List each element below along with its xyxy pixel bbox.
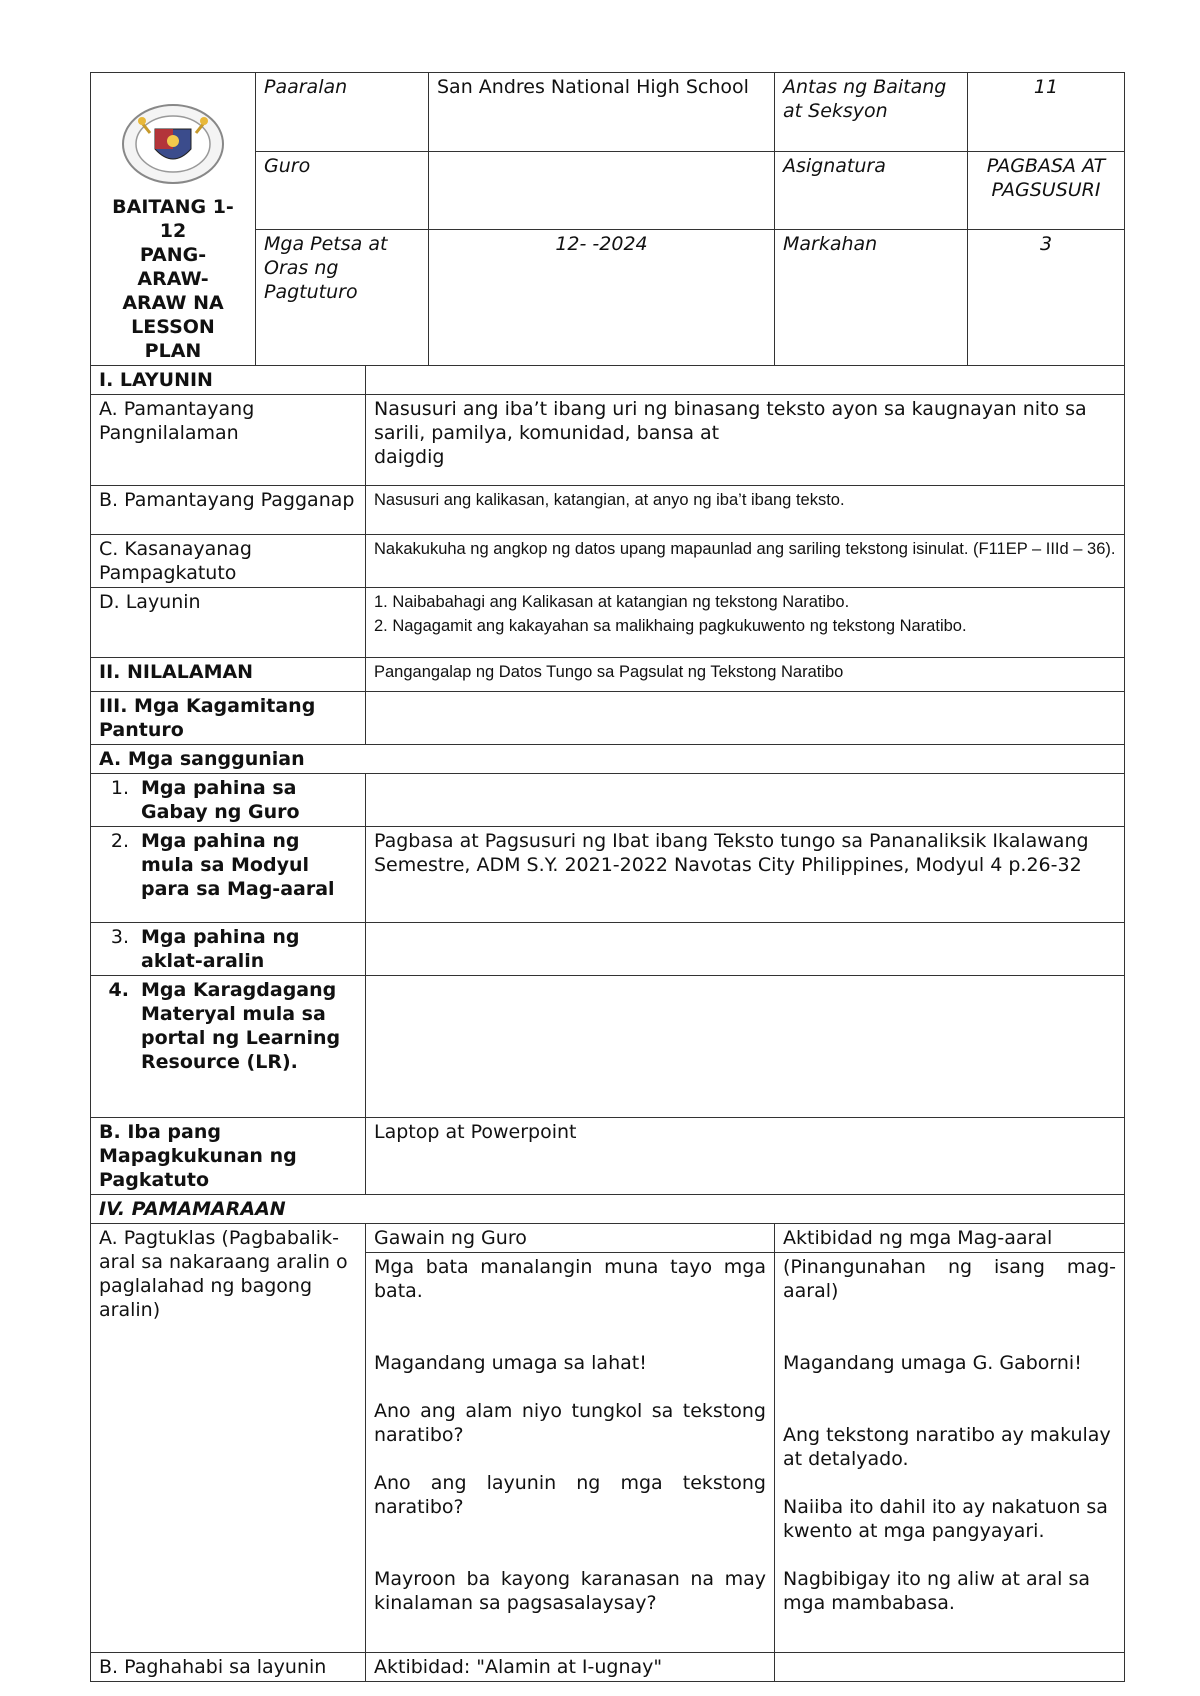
- pamantayang-pangnilalaman-value: Nasusuri ang iba’t ibang uri ng binasang teksto ayon sa kaugnayan nito sa sarili, pamilya, komunidad, bansa at daigdig: [366, 394, 1125, 485]
- header-table: [90, 72, 1125, 366]
- markahan-value: 3: [968, 230, 1125, 366]
- kagamitan-label: III. Mga Kagamitang Panturo: [91, 691, 366, 744]
- aktibidad-magaaral-cell: [775, 1252, 1125, 1652]
- magaaral-line: Nagbibigay ito ng aliw at aral sa mga mambabasa.: [783, 1567, 1090, 1614]
- nilalaman-value: Pangangalap ng Datos Tungo sa Pagsulat ng Tekstong Naratibo: [366, 657, 1125, 691]
- layunin-d-value: [366, 587, 1125, 657]
- antas-value: 11: [968, 73, 1125, 152]
- pamantayang-pagganap-value: Nasusuri ang kalikasan, katangian, at anyo ng iba’t ibang teksto.: [366, 485, 1125, 534]
- body-table: [90, 365, 1125, 1682]
- pamantayang-pangnilalaman-label: A. Pamantayang Pangnilalaman: [91, 394, 366, 485]
- sanggunian-item-2: 2. Mga pahina ng mula sa Modyul para sa Mag-aaral: [91, 826, 366, 922]
- magaaral-line: Ang tekstong naratibo ay makulay at detalyado.: [783, 1423, 1111, 1470]
- markahan-label: Markahan: [775, 230, 968, 366]
- sanggunian-item-1: 1. Mga pahina sa Gabay ng Guro: [91, 773, 366, 826]
- petsa-value: 12- -2024: [429, 230, 775, 366]
- paghahabi-label: B. Paghahabi sa layunin: [91, 1652, 366, 1681]
- lesson-plan-title-cell: [91, 73, 256, 366]
- sanggunian-heading: A. Mga sanggunian: [91, 744, 1125, 773]
- sanggunian-item-2-value: Pagbasa at Pagsusuri ng Ibat ibang Teksto tungo sa Pananaliksik Ikalawang Semestre, ADM S.Y. 2021-2022 Navotas City Philippines, Modyul 4 p.26-32: [366, 826, 1125, 922]
- petsa-label: Mga Petsa at Oras ng Pagtuturo: [256, 230, 429, 366]
- layunin-heading: I. LAYUNIN: [91, 365, 366, 394]
- magaaral-line: (Pinangunahan ng isang mag-aaral): [783, 1255, 1116, 1302]
- sanggunian-item-1-value: [366, 773, 1125, 826]
- paaralan-value: San Andres National High School: [429, 73, 775, 152]
- pamantayang-pagganap-label: B. Pamantayang Pagganap: [91, 485, 366, 534]
- layunin-item: 1. Naibabahagi ang Kalikasan at katangian ng tekstong Naratibo.: [374, 592, 850, 611]
- sanggunian-item-4: 4. Mga Karagdagang Materyal mula sa portal ng Learning Resource (LR).: [91, 975, 366, 1117]
- kasanayan-value: Nakakukuha ng angkop ng datos upang mapaunlad ang sariling tekstong isinulat. (F11EP – IIId – 36).: [366, 534, 1125, 587]
- guro-line: Mayroon ba kayong karanasan na may kinalaman sa pagsasalaysay?: [374, 1567, 766, 1614]
- paaralan-label: Paaralan: [256, 73, 429, 152]
- col-header-aktibidad-magaaral: Aktibidad ng mga Mag-aaral: [775, 1223, 1125, 1252]
- magaaral-line: Naiiba ito dahil ito ay nakatuon sa kwento at mga pangyayari.: [783, 1495, 1108, 1542]
- sanggunian-item-3-value: [366, 922, 1125, 975]
- guro-label: Guro: [256, 151, 429, 230]
- col-header-gawain-guro: Gawain ng Guro: [366, 1223, 775, 1252]
- layunin-item: 2. Nagagamit ang kakayahan sa malikhaing pagkukuwento ng tekstong Naratibo.: [374, 616, 967, 635]
- sanggunian-item-4-value: [366, 975, 1125, 1117]
- pagtuklas-label: A. Pagtuklas (Pagbabalik-aral sa nakaraang aralin o paglalahad ng bagong aralin): [91, 1223, 366, 1652]
- deped-seal-icon: [120, 103, 226, 185]
- iba-pang-mapagkukunan-value: Laptop at Powerpoint: [366, 1117, 1125, 1194]
- gawain-guro-cell: [366, 1252, 775, 1652]
- nilalaman-label: II. NILALAMAN: [91, 657, 366, 691]
- guro-line: Ano ang layunin ng mga tekstong naratibo?: [374, 1471, 766, 1518]
- asignatura-label: Asignatura: [775, 151, 968, 230]
- kasanayan-label: C. Kasanayanag Pampagkatuto: [91, 534, 366, 587]
- lesson-plan-title: BAITANG 1- 12 PANG- ARAW- ARAW NA LESSON PLAN: [112, 196, 234, 362]
- asignatura-value: PAGBASA AT PAGSUSURI: [968, 151, 1125, 230]
- magaaral-line: Magandang umaga G. Gaborni!: [783, 1351, 1082, 1374]
- guro-value: [429, 151, 775, 230]
- iba-pang-mapagkukunan-label: B. Iba pang Mapagkukunan ng Pagkatuto: [91, 1117, 366, 1194]
- paghahabi-guro: Aktibidad: "Alamin at I-ugnay": [366, 1652, 775, 1681]
- sanggunian-item-3: 3. Mga pahina ng aklat-aralin: [91, 922, 366, 975]
- guro-line: Mga bata manalangin muna tayo mga bata.: [374, 1255, 766, 1302]
- antas-label: Antas ng Baitang at Seksyon: [775, 73, 968, 152]
- guro-line: Magandang umaga sa lahat!: [374, 1351, 647, 1374]
- lesson-plan-page: [90, 72, 1124, 1682]
- layunin-d-label: D. Layunin: [91, 587, 366, 657]
- guro-line: Ano ang alam niyo tungkol sa tekstong naratibo?: [374, 1399, 766, 1446]
- pamamaraan-heading: IV. PAMAMARAAN: [91, 1194, 1125, 1223]
- paghahabi-magaaral: [775, 1652, 1125, 1681]
